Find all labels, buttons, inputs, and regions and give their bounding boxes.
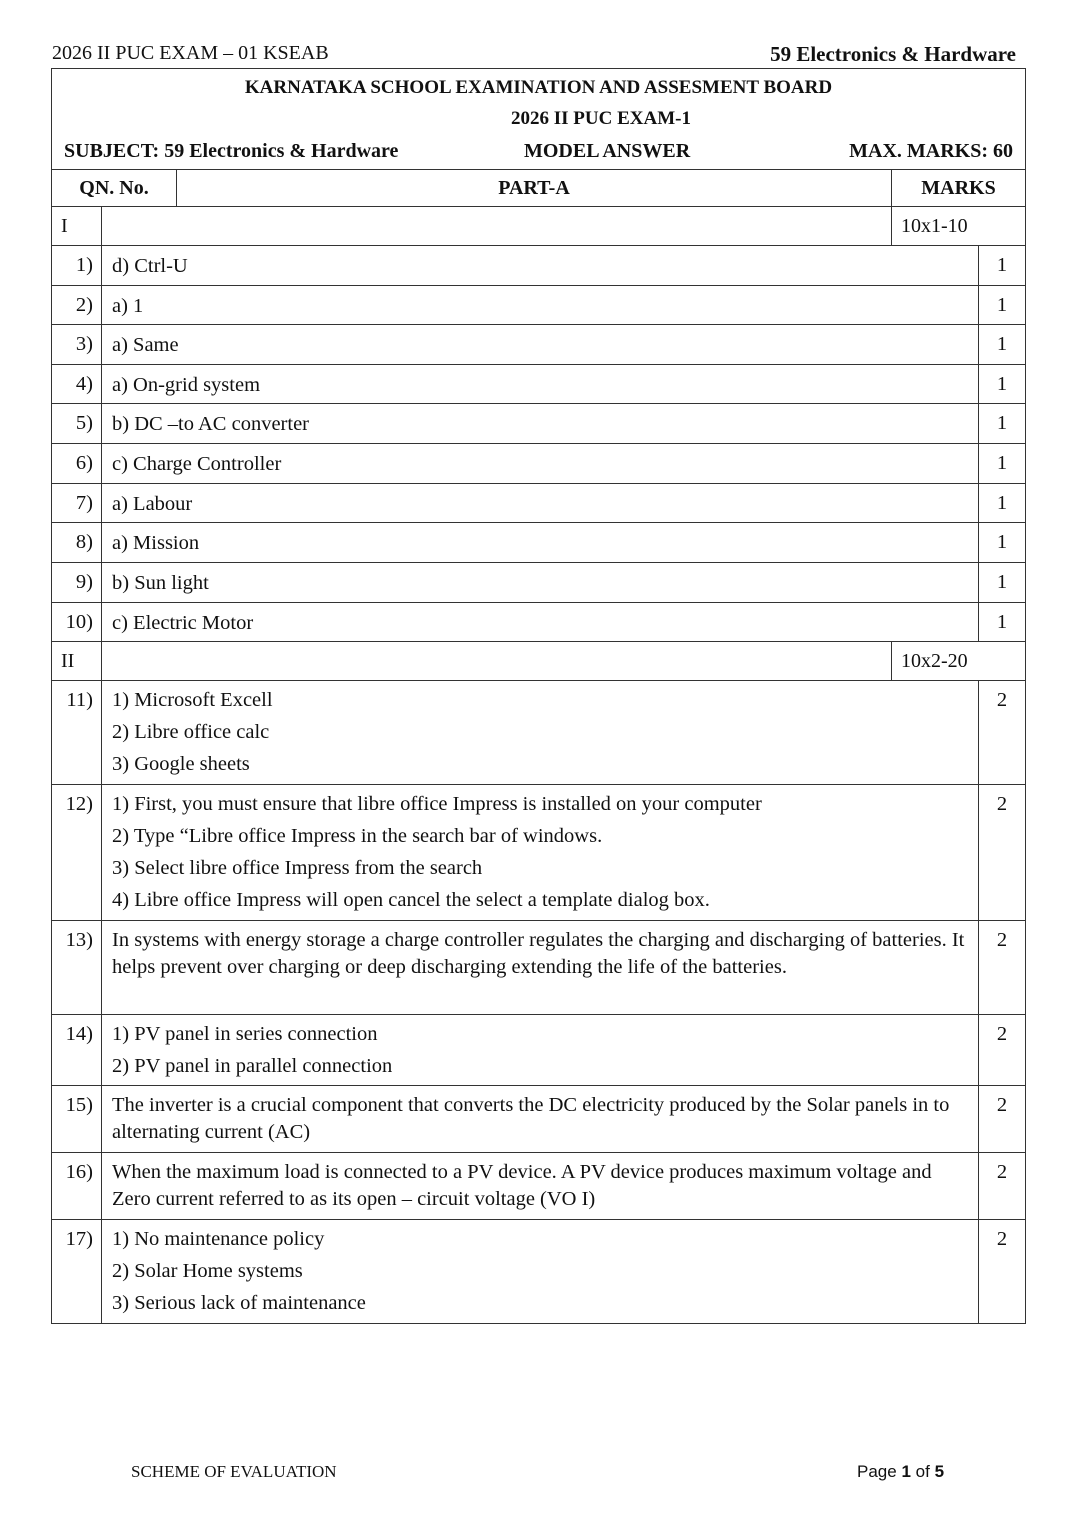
answer-text: In systems with energy storage a charge controller regulates the charging and discharging of batteries. It helps prevent over charging or deep discharging extending the life of the batteries. bbox=[102, 921, 979, 1014]
table-row bbox=[52, 246, 1025, 286]
question-marks: 1 bbox=[996, 452, 1008, 474]
section-row bbox=[52, 207, 1025, 246]
page-header bbox=[52, 42, 1016, 70]
answer-line: 3) Serious lack of maintenance bbox=[112, 1292, 366, 1314]
question-number: 17) bbox=[52, 1220, 102, 1323]
answer-text: The inverter is a crucial component that converts the DC electricity produced by the Solar panels in to alternating current (AC) bbox=[102, 1086, 979, 1152]
question-marks: 1 bbox=[996, 531, 1008, 553]
answer-text: b) DC –to AC converter bbox=[102, 404, 979, 443]
section-number: I bbox=[52, 207, 102, 245]
table-row bbox=[52, 444, 1025, 484]
question-marks: 2 bbox=[996, 1023, 1008, 1045]
question-number: 8) bbox=[52, 523, 102, 562]
answer-line: 2) Solar Home systems bbox=[112, 1260, 303, 1282]
question-marks: 2 bbox=[996, 1161, 1008, 1183]
question-marks: 1 bbox=[996, 333, 1008, 355]
answer-line: 1) No maintenance policy bbox=[112, 1228, 325, 1250]
answer-line: 4) Libre office Impress will open cancel the select a template dialog box. bbox=[112, 889, 710, 911]
page-current: 1 bbox=[901, 1462, 911, 1481]
footer-title: SCHEME OF EVALUATION bbox=[131, 1462, 337, 1481]
page-total: 5 bbox=[934, 1462, 945, 1481]
answer-text: a) 1 bbox=[102, 286, 979, 324]
board-title: KARNATAKA SCHOOL EXAMINATION AND ASSESMENT BOARD bbox=[244, 77, 833, 98]
answer-line: 2) PV panel in parallel connection bbox=[112, 1055, 393, 1077]
exam-title: 2026 II PUC EXAM-1 bbox=[511, 108, 691, 129]
exam-code: 2026 II PUC EXAM – 01 KSEAB bbox=[52, 42, 329, 64]
question-number: 2) bbox=[52, 286, 102, 324]
question-marks: 1 bbox=[996, 571, 1008, 593]
answer-text bbox=[102, 1015, 979, 1085]
section-row bbox=[52, 642, 1025, 681]
question-marks: 2 bbox=[996, 929, 1008, 951]
answer-text: b) Sun light bbox=[102, 563, 979, 602]
marks-header: MARKS bbox=[921, 177, 996, 199]
page-of: of bbox=[915, 1462, 930, 1481]
table-row bbox=[52, 681, 1025, 785]
answer-line: 1) Microsoft Excell bbox=[112, 689, 273, 711]
answer-line: 1) First, you must ensure that libre office Impress is installed on your computer bbox=[112, 793, 762, 815]
question-marks: 1 bbox=[996, 373, 1008, 395]
table-row bbox=[52, 1220, 1025, 1323]
question-number-header: QN. No. bbox=[52, 170, 177, 206]
table-row bbox=[52, 365, 1025, 404]
table-row bbox=[52, 921, 1025, 1015]
part-header: PART-A bbox=[177, 170, 892, 206]
answer-text: c) Charge Controller bbox=[102, 444, 979, 483]
model-answer-label: MODEL ANSWER bbox=[524, 140, 691, 162]
question-marks: 1 bbox=[996, 492, 1008, 514]
question-number: 3) bbox=[52, 325, 102, 364]
table-row bbox=[52, 523, 1025, 563]
answer-text bbox=[102, 785, 979, 920]
answer-text bbox=[102, 1220, 979, 1323]
question-number: 5) bbox=[52, 404, 102, 443]
answer-text: a) On-grid system bbox=[102, 365, 979, 403]
table-row bbox=[52, 563, 1025, 603]
page-label: Page bbox=[857, 1462, 897, 1481]
answer-text: d) Ctrl-U bbox=[102, 246, 979, 285]
section-number: II bbox=[52, 642, 102, 680]
answer-text: a) Labour bbox=[102, 484, 979, 522]
answer-line: 2) Libre office calc bbox=[112, 721, 270, 743]
table-row bbox=[52, 603, 1025, 642]
question-number: 10) bbox=[52, 603, 102, 641]
question-number: 1) bbox=[52, 246, 102, 285]
subject-label: SUBJECT: 59 Electronics & Hardware bbox=[64, 140, 399, 162]
section-marks: 10x1-10 bbox=[901, 215, 968, 237]
answer-line: 3) Select libre office Impress from the search bbox=[112, 857, 483, 879]
question-number: 15) bbox=[52, 1086, 102, 1152]
question-number: 14) bbox=[52, 1015, 102, 1085]
question-marks: 2 bbox=[996, 1228, 1008, 1250]
question-number: 11) bbox=[52, 681, 102, 784]
answer-text: c) Electric Motor bbox=[102, 603, 979, 641]
question-number: 12) bbox=[52, 785, 102, 920]
title-block bbox=[52, 69, 1025, 170]
table-row bbox=[52, 484, 1025, 523]
table-row bbox=[52, 785, 1025, 921]
question-number: 4) bbox=[52, 365, 102, 403]
section-marks: 10x2-20 bbox=[901, 650, 968, 672]
question-number: 9) bbox=[52, 563, 102, 602]
question-marks: 1 bbox=[996, 611, 1008, 633]
table-header bbox=[52, 170, 1025, 207]
table-row bbox=[52, 325, 1025, 365]
question-marks: 1 bbox=[996, 254, 1008, 276]
section-blank bbox=[102, 207, 892, 245]
question-marks: 2 bbox=[996, 1094, 1008, 1116]
question-marks: 1 bbox=[996, 294, 1008, 316]
table-row bbox=[52, 286, 1025, 325]
answer-line: 1) PV panel in series connection bbox=[112, 1023, 378, 1045]
page-number bbox=[857, 1462, 944, 1482]
table-row bbox=[52, 1153, 1025, 1220]
subject-name: 59 Electronics & Hardware bbox=[770, 42, 1016, 66]
answer-line: 3) Google sheets bbox=[112, 753, 250, 775]
answer-line: 2) Type “Libre office Impress in the search bar of windows. bbox=[112, 825, 603, 847]
answer-text: When the maximum load is connected to a PV device. A PV device produces maximum voltage and Zero current referred to as its open – circuit voltage (VO I) bbox=[102, 1153, 979, 1219]
question-number: 13) bbox=[52, 921, 102, 1014]
question-number: 7) bbox=[52, 484, 102, 522]
answer-sheet bbox=[51, 68, 1026, 1324]
table-row bbox=[52, 1015, 1025, 1086]
question-marks: 2 bbox=[996, 689, 1008, 711]
answer-text bbox=[102, 681, 979, 784]
question-number: 6) bbox=[52, 444, 102, 483]
answer-text: a) Mission bbox=[102, 523, 979, 562]
question-marks: 1 bbox=[996, 412, 1008, 434]
answer-text: a) Same bbox=[102, 325, 979, 364]
table-row bbox=[52, 1086, 1025, 1153]
section-blank bbox=[102, 642, 892, 680]
max-marks-label: MAX. MARKS: 60 bbox=[849, 140, 1013, 162]
question-number: 16) bbox=[52, 1153, 102, 1219]
question-marks: 2 bbox=[996, 793, 1008, 815]
table-row bbox=[52, 404, 1025, 444]
